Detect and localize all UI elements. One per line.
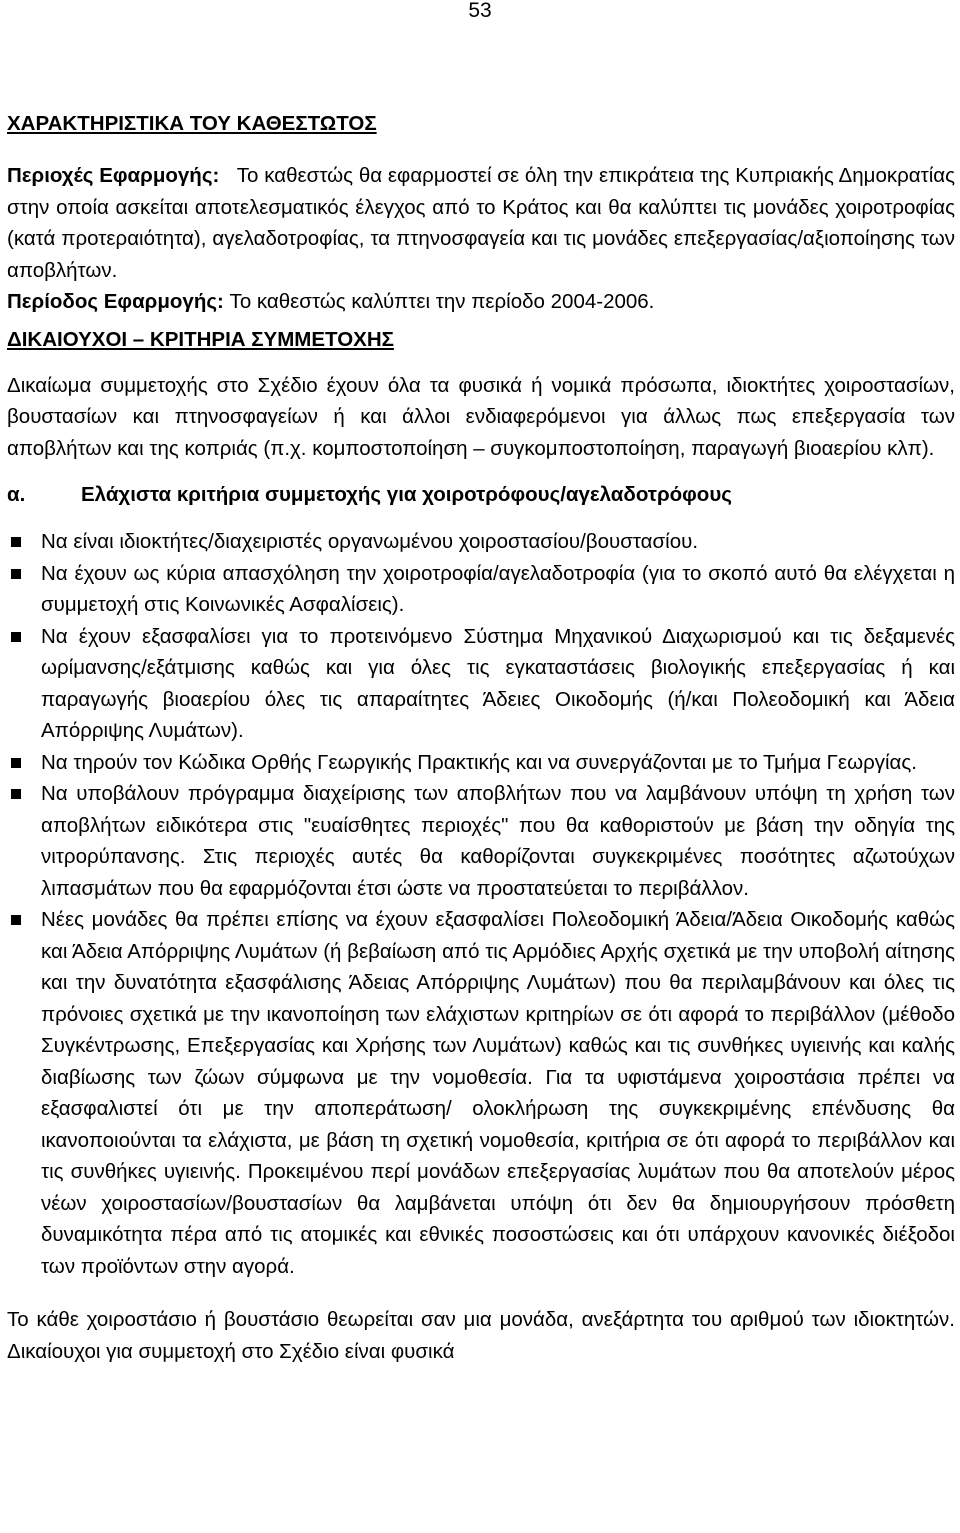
beneficiaries-heading: ΔΙΚΑΙΟΥΧΟΙ – ΚΡΙΤΗΡΙΑ ΣΥΜΜΕΤΟΧΗΣ [7,327,394,351]
criteria-list [7,526,955,1282]
beneficiaries-paragraph: Δικαίωμα συμμετοχής στο Σχέδιο έχουν όλα τα φυσικά ή νομικά πρόσωπα, ιδιοκτήτες χοιροστασίων, βουστασίων και πτηνοσφαγείων ή και άλλοι ενδιαφερόμενοι για άλλως πως επεξεργασία των αποβλήτων και της κοπριάς (π.χ. κομποστοποίηση – συγκομποστοποίηση, παραγωγή βιοαερίου κλπ). [7,373,955,460]
list-item-text: Να έχουν ως κύρια απασχόληση την χοιροτροφία/αγελαδοτροφία (για το σκοπό αυτό θα ελέγχεται η συμμετοχή στις Κοινωνικές Ασφαλίσεις). [41,561,955,616]
period-label: Περίοδος Εφαρμογής: [7,290,224,313]
square-bullet-icon [11,915,21,925]
period-text: Το καθεστώς καλύπτει την περίοδο 2004-2006. [229,290,655,313]
document-body [7,108,955,1367]
list-item-text: Να υποβάλουν πρόγραμμα διαχείρισης των αποβλήτων που να λαμβάνουν υπόψη τη χρήση των αποβλήτων ειδικότερα στις "ευαίσθητες περιοχές" που θα καθοριστούν με βάση την οδηγία της νιτρορύπανσης. Στις περιοχές αυτές θα καθορίζονται συγκεκριμένες ποσότητες αζωτούχων λιπασμάτων που θα εφαρμόζονται έτσι ώστε να προστατεύεται το περιβάλλον. [41,782,955,900]
list-item [7,747,955,779]
criteria-letter: α. [7,483,26,506]
list-item [7,778,955,904]
page-number: 53 [468,0,492,22]
list-item [7,526,955,558]
square-bullet-icon [11,632,21,642]
areas-label: Περιοχές Εφαρμογής: [7,164,220,187]
list-item-text: Να είναι ιδιοκτήτες/διαχειριστές οργανωμένου χοιροστασίου/βουστασίου. [41,530,699,553]
main-heading: ΧΑΡΑΚΤΗΡΙΣΤΙΚΑ ΤΟΥ ΚΑΘΕΣΤΩΤΟΣ [7,112,377,135]
areas-paragraph [7,160,955,286]
criteria-heading-text: Ελάχιστα κριτήρια συμμετοχής για χοιροτρόφους/αγελαδοτρόφους [81,483,732,506]
square-bullet-icon [11,789,21,799]
areas-text: Το καθεστώς θα εφαρμοστεί σε όλη την επικράτεια της Κυπριακής Δημοκρατίας στην οποία ασκείται αποτελεσματικός έλεγχος από το Κράτος και θα καλύπτει τις μονάδες χοιροτροφίας (κατά προτεραιότητα), αγελαδοτροφίας, τα πτηνοσφαγεία και τις μονάδες επεξεργασίας/αξιοποίησης των αποβλήτων. [7,164,955,282]
square-bullet-icon [11,758,21,768]
list-item-text: Νέες μονάδες θα πρέπει επίσης να έχουν εξασφαλίσει Πολεοδομική Άδεια/Άδεια Οικοδομής καθώς και Άδεια Απόρριψης Λυμάτων (ή βεβαίωση από τις Αρμόδιες Αρχής σχετικά με την υποβολή αίτησης και την δυνατότητα εξασφάλισης Άδειας Απόρριψης Λυμάτων) που θα περιλαμβάνουν και όλες τις πρόνοιες σχετικά με την ικανοποίηση των ελάχιστων κριτηρίων σε ότι αφορά το περιβάλλον (μέθοδο Συγκέντρωσης, Επεξεργασίας και Χρήσης των Λυμάτων) καθώς και τις συνθήκες υγιεινής και καλής διαβίωσης των ζώων σύμφωνα με την νομοθεσία. Για τα υφιστάμενα χοιροστάσια πρέπει να εξασφαλιστεί ότι με την αποπεράτωση/ ολοκλήρωση της συγκεκριμένης επένδυσης θα ικανοποιούνται τα ελάχιστα, με βάση τη σχετική νομοθεσία, κριτήρια σε ότι αφορά το περιβάλλον και τις συνθήκες υγιεινής. Προκειμένου περί μονάδων επεξεργασίας λυμάτων που θα αποτελούν μέρος νέων χοιροστασίων/βουστασίων θα λαμβάνεται υπόψη ότι δεν θα δημιουργήσουν πρόσθετη δυναμικότητα πέρα από τις ατομικές και εθνικές ποσοστώσεις και ότι υπάρχουν κανονικές διέξοδοι των προϊόντων στην αγορά. [41,908,955,1278]
list-item-text: Να τηρούν τον Κώδικα Ορθής Γεωργικής Πρακτικής και να συνεργάζονται με το Τμήμα Γεωργίας. [41,750,917,774]
list-item [7,558,955,621]
list-item [7,621,955,747]
criteria-heading [7,479,955,511]
square-bullet-icon [11,569,21,579]
closing-paragraph: Το κάθε χοιροστάσιο ή βουστάσιο θεωρείται σαν μια μονάδα, ανεξάρτητα του αριθμού των ιδιοκτητών. Δικαίουχοι για συμμετοχή στο Σχέδιο είναι φυσικά [7,1308,955,1363]
period-paragraph [7,286,955,318]
list-item-text: Να έχουν εξασφαλίσει για το προτεινόμενο Σύστημα Μηχανικού Διαχωρισμού και τις δεξαμενές ωρίμανσης/εξάτμισης καθώς και για όλες τις εγκαταστάσεις βιολογικής επεξεργασίας ή και παραγωγής βιοαερίου όλες τις απαραίτητες Άδειες Οικοδομής (ή/και Πολεοδομική και Άδεια Απόρριψης Λυμάτων). [41,624,955,742]
list-item [7,904,955,1282]
square-bullet-icon [11,537,21,547]
